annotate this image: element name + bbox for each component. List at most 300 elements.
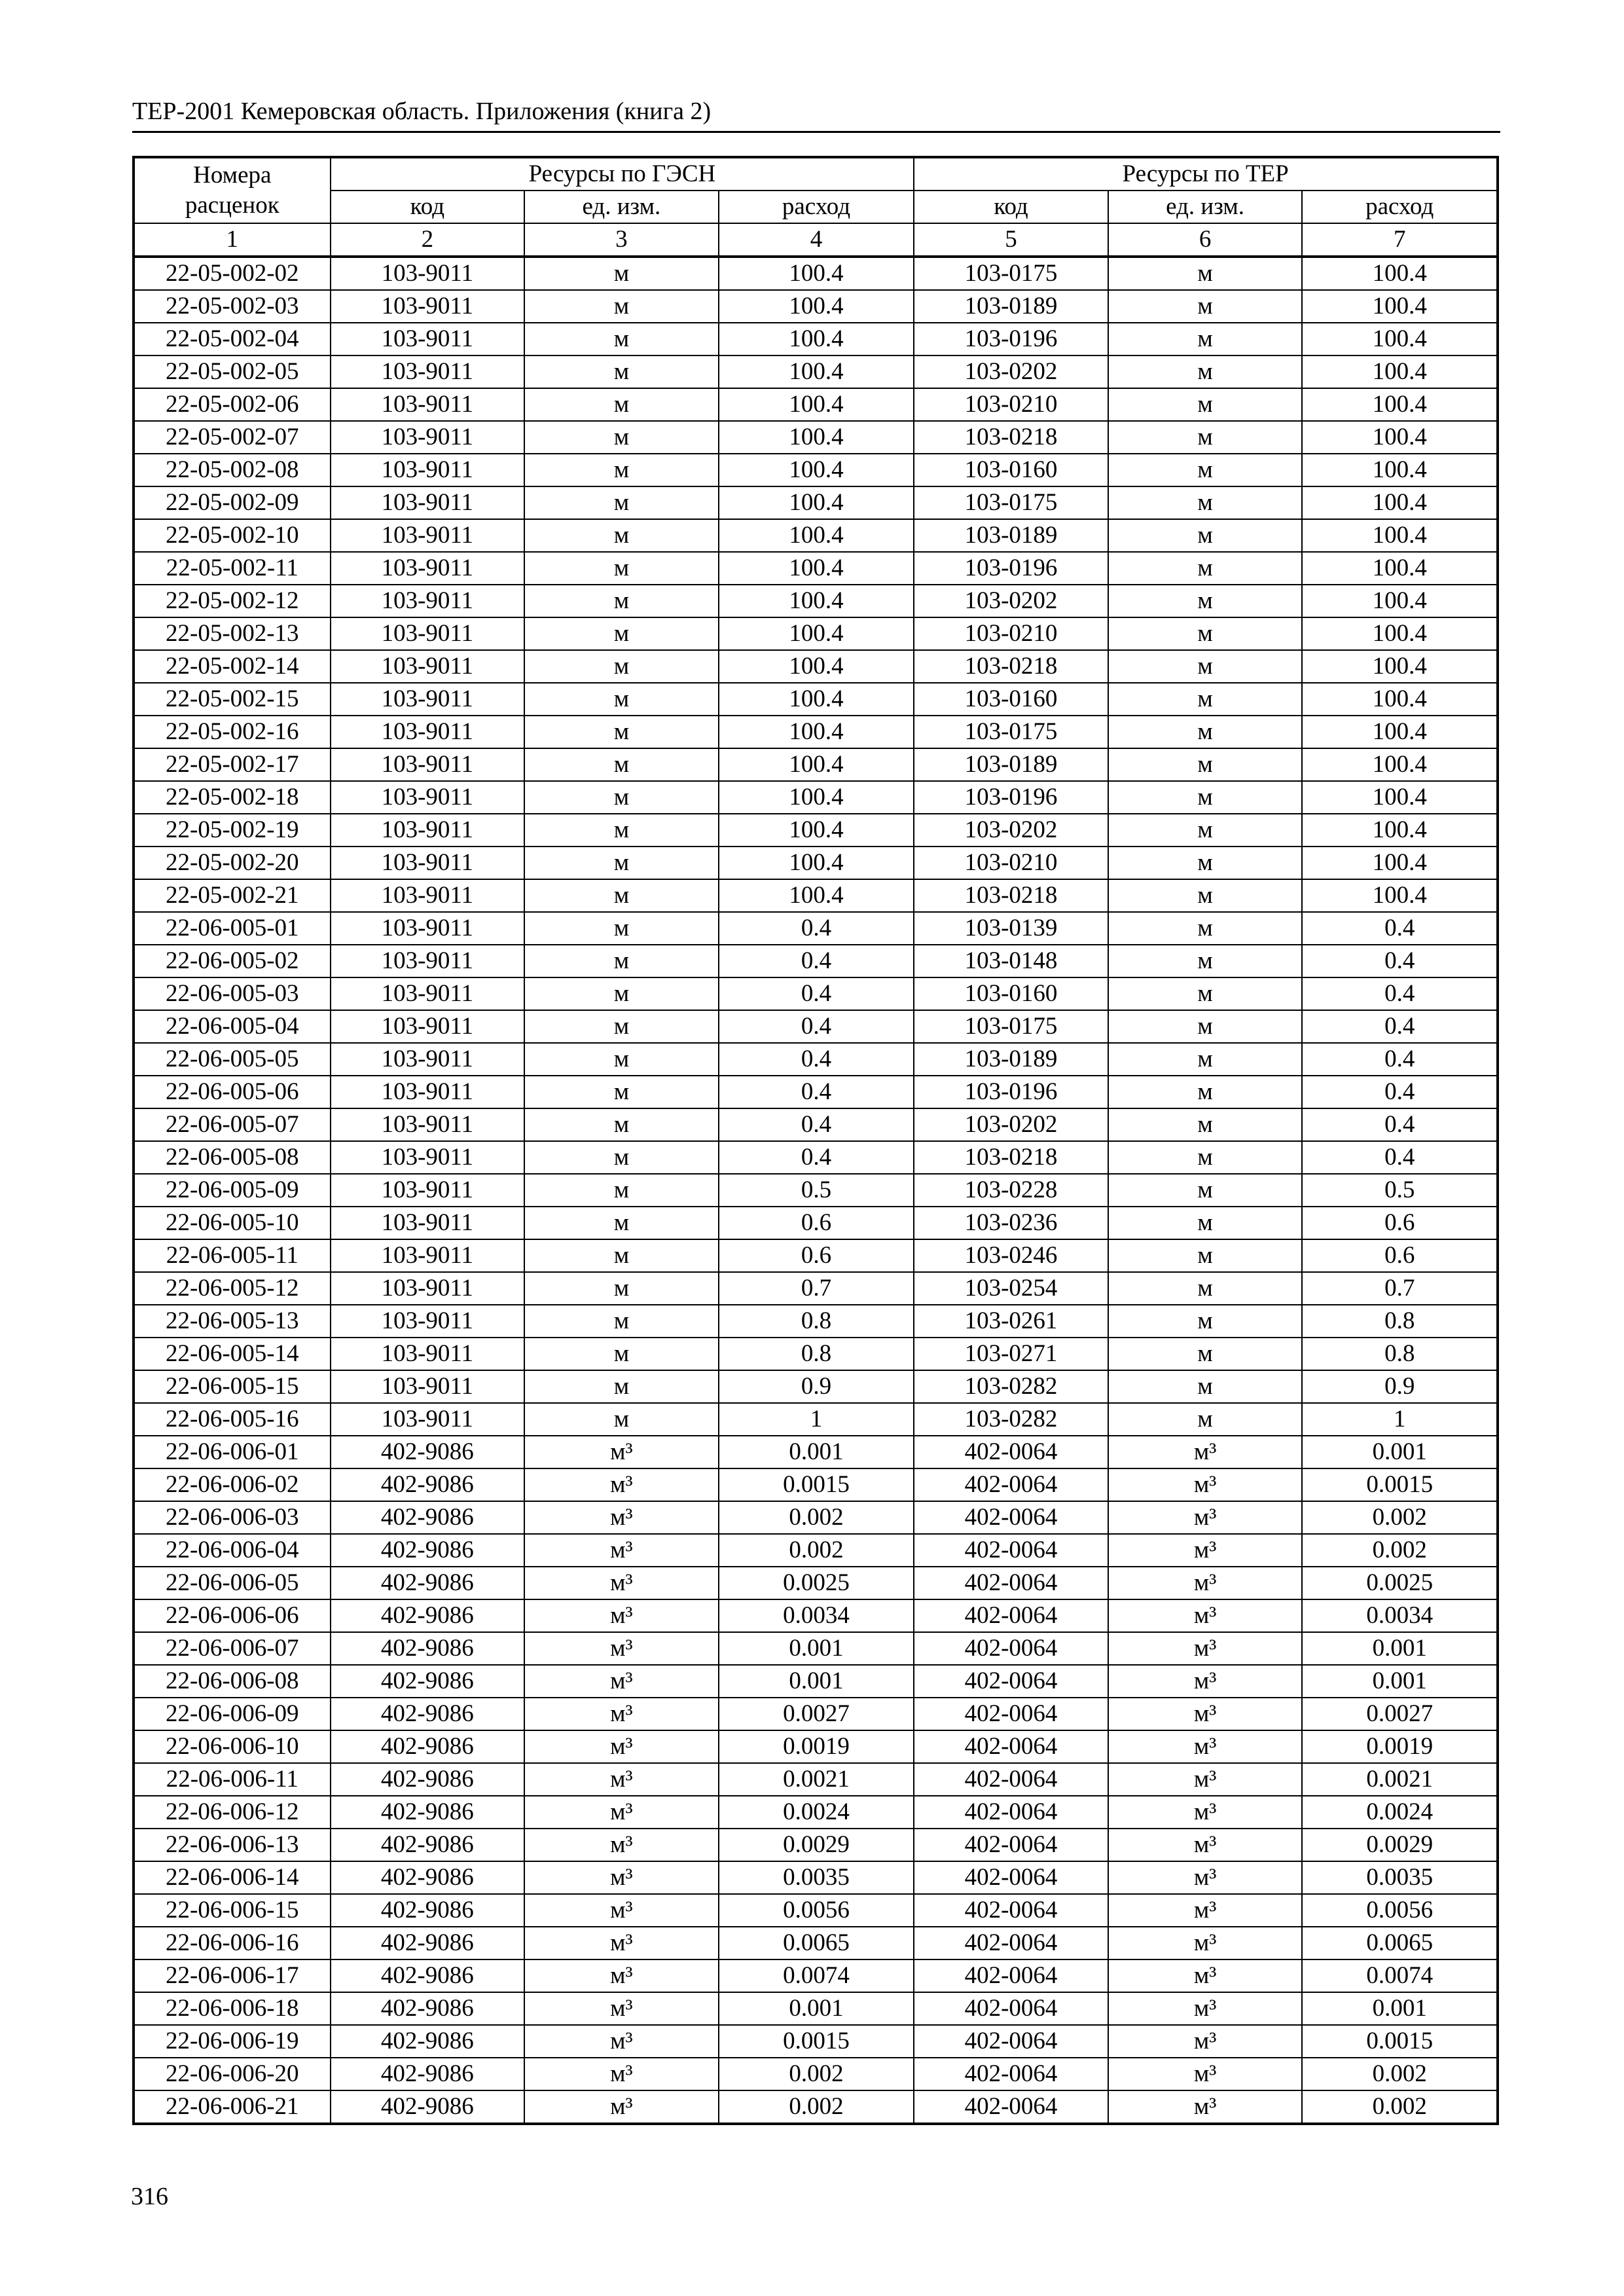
rate-numbers-header-line2: расценок [185, 192, 280, 219]
table-row [134, 1534, 1498, 1567]
gesn-consumption-cell: 100.4 [719, 847, 914, 879]
table-row [134, 879, 1498, 912]
ter-code-cell: 402-0064 [914, 1992, 1108, 2025]
ter-consumption-cell: 100.4 [1302, 486, 1498, 519]
gesn-unit-cell: м³ [524, 1599, 719, 1632]
ter-code-cell: 103-0160 [914, 454, 1108, 486]
gesn-consumption-cell: 100.4 [719, 290, 914, 323]
gesn-unit-cell: м³ [524, 1894, 719, 1927]
gesn-consumption-cell: 0.4 [719, 1010, 914, 1043]
table-row [134, 1436, 1498, 1468]
ter-code-cell: 103-0282 [914, 1403, 1108, 1436]
gesn-unit-cell: м [524, 290, 719, 323]
gesn-code-cell: 402-9086 [331, 1959, 525, 1992]
gesn-code-cell: 103-9011 [331, 1174, 525, 1207]
ter-code-cell: 103-0210 [914, 847, 1108, 879]
gesn-code-cell: 402-9086 [331, 1861, 525, 1894]
table-row [134, 1599, 1498, 1632]
rate-number-cell: 22-06-005-13 [134, 1305, 331, 1338]
ter-unit-cell: м [1108, 290, 1303, 323]
gesn-unit-cell: м [524, 454, 719, 486]
gesn-consumption-cell: 0.0021 [719, 1763, 914, 1796]
table-row [134, 1796, 1498, 1829]
table-row [134, 1567, 1498, 1599]
gesn-consumption-cell: 0.0015 [719, 2025, 914, 2058]
gesn-consumption-cell: 0.002 [719, 1534, 914, 1567]
table-row [134, 1468, 1498, 1501]
gesn-consumption-cell: 1 [719, 1403, 914, 1436]
rate-number-cell: 22-05-002-21 [134, 879, 331, 912]
rate-number-cell: 22-06-005-04 [134, 1010, 331, 1043]
gesn-unit-cell: м [524, 1141, 719, 1174]
rate-number-cell: 22-06-005-14 [134, 1338, 331, 1370]
ter-code-cell: 103-0175 [914, 1010, 1108, 1043]
gesn-consumption-cell: 0.4 [719, 945, 914, 977]
ter-unit-cell: м [1108, 552, 1303, 585]
table-row [134, 1632, 1498, 1665]
ter-unit-cell: м [1108, 847, 1303, 879]
table-row [134, 2025, 1498, 2058]
gesn-code-cell: 103-9011 [331, 552, 525, 585]
gesn-unit-cell: м³ [524, 1534, 719, 1567]
gesn-code-cell: 103-9011 [331, 716, 525, 748]
gesn-code-cell: 402-9086 [331, 1829, 525, 1861]
gesn-unit-cell: м³ [524, 1861, 719, 1894]
rate-number-cell: 22-05-002-07 [134, 421, 331, 454]
table-row [134, 1272, 1498, 1305]
table-row [134, 1959, 1498, 1992]
table-row [134, 1501, 1498, 1534]
ter-code-cell: 103-0196 [914, 1076, 1108, 1108]
ter-consumption-cell: 100.4 [1302, 355, 1498, 388]
table-row [134, 1141, 1498, 1174]
table-row [134, 1174, 1498, 1207]
ter-code-cell: 103-0218 [914, 1141, 1108, 1174]
gesn-unit-cell: м [524, 814, 719, 847]
ter-code-cell: 402-0064 [914, 1894, 1108, 1927]
rate-number-cell: 22-05-002-03 [134, 290, 331, 323]
header-rule [132, 131, 1500, 133]
rate-number-cell: 22-06-006-15 [134, 1894, 331, 1927]
gesn-code-cell: 402-9086 [331, 1698, 525, 1730]
gesn-code-cell: 103-9011 [331, 355, 525, 388]
gesn-consumption-cell: 100.4 [719, 683, 914, 716]
rate-number-cell: 22-06-006-09 [134, 1698, 331, 1730]
table-row [134, 585, 1498, 617]
ter-consumption-cell: 100.4 [1302, 519, 1498, 552]
table-row [134, 912, 1498, 945]
ter-code-cell: 402-0064 [914, 2090, 1108, 2124]
gesn-consumption-cell: 100.4 [719, 552, 914, 585]
rate-number-cell: 22-05-002-16 [134, 716, 331, 748]
gesn-unit-cell: м [524, 1370, 719, 1403]
ter-unit-cell: м [1108, 683, 1303, 716]
gesn-group-header: Ресурсы по ГЭСН [331, 157, 914, 191]
gesn-consumption-cell: 100.4 [719, 716, 914, 748]
gesn-code-cell: 402-9086 [331, 1763, 525, 1796]
table-row [134, 1698, 1498, 1730]
table-row [134, 1992, 1498, 2025]
ter-consumption-cell: 0.4 [1302, 1043, 1498, 1076]
table-row [134, 945, 1498, 977]
gesn-code-cell: 402-9086 [331, 1665, 525, 1698]
ter-code-cell: 103-0202 [914, 585, 1108, 617]
table-row [134, 1305, 1498, 1338]
gesn-consumption-cell: 100.4 [719, 814, 914, 847]
ter-consumption-cell: 0.8 [1302, 1338, 1498, 1370]
gesn-unit-cell: м [524, 748, 719, 781]
ter-unit-cell: м [1108, 748, 1303, 781]
gesn-consumption-cell: 0.002 [719, 2058, 914, 2090]
ter-consumption-cell: 0.002 [1302, 2058, 1498, 2090]
ter-code-cell: 402-0064 [914, 1632, 1108, 1665]
ter-code-cell: 103-0175 [914, 257, 1108, 290]
rate-number-cell: 22-06-006-14 [134, 1861, 331, 1894]
gesn-code-cell: 103-9011 [331, 814, 525, 847]
ter-unit-cell: м [1108, 421, 1303, 454]
ter-consumption-cell: 0.0065 [1302, 1927, 1498, 1959]
rate-number-cell: 22-05-002-20 [134, 847, 331, 879]
gesn-unit-cell: м [524, 716, 719, 748]
gesn-unit-cell: м³ [524, 1501, 719, 1534]
ter-code-cell: 103-0246 [914, 1239, 1108, 1272]
gesn-consumption-cell: 0.4 [719, 977, 914, 1010]
gesn-unit-cell: м [524, 945, 719, 977]
table-row [134, 1763, 1498, 1796]
ter-consumption-cell: 100.4 [1302, 552, 1498, 585]
gesn-code-cell: 402-9086 [331, 1567, 525, 1599]
ter-unit-cell: м [1108, 1010, 1303, 1043]
rate-number-cell: 22-06-006-13 [134, 1829, 331, 1861]
gesn-unit-cell: м [524, 847, 719, 879]
gesn-code-cell: 103-9011 [331, 879, 525, 912]
ter-code-cell: 103-0202 [914, 1108, 1108, 1141]
ter-unit-cell: м [1108, 650, 1303, 683]
ter-consumption-cell: 100.4 [1302, 716, 1498, 748]
ter-consumption-cell: 100.4 [1302, 585, 1498, 617]
gesn-consumption-cell: 0.0035 [719, 1861, 914, 1894]
ter-unit-cell: м³ [1108, 1927, 1303, 1959]
rate-number-cell: 22-06-005-07 [134, 1108, 331, 1141]
column-number: 1 [134, 223, 331, 257]
gesn-unit-cell: м [524, 1108, 719, 1141]
table-row [134, 617, 1498, 650]
ter-code-cell: 103-0196 [914, 323, 1108, 355]
ter-code-cell: 103-0202 [914, 355, 1108, 388]
ter-unit-cell: м³ [1108, 1992, 1303, 2025]
ter-consumption-cell: 0.002 [1302, 1501, 1498, 1534]
gesn-code-cell: 103-9011 [331, 683, 525, 716]
ter-code-cell: 103-0218 [914, 650, 1108, 683]
table-row [134, 1010, 1498, 1043]
rate-numbers-header [134, 157, 331, 223]
rate-numbers-header-line1: Номера [193, 162, 272, 189]
ter-unit-cell: м [1108, 519, 1303, 552]
gesn-code-cell: 103-9011 [331, 421, 525, 454]
ter-code-cell: 103-0282 [914, 1370, 1108, 1403]
ter-code-cell: 402-0064 [914, 1567, 1108, 1599]
rate-number-cell: 22-05-002-17 [134, 748, 331, 781]
gesn-unit-cell: м³ [524, 2090, 719, 2124]
table-row [134, 1861, 1498, 1894]
ter-code-cell: 103-0175 [914, 486, 1108, 519]
rate-number-cell: 22-05-002-08 [134, 454, 331, 486]
gesn-consumption-cell: 100.4 [719, 421, 914, 454]
rate-number-cell: 22-05-002-11 [134, 552, 331, 585]
ter-unit-cell: м³ [1108, 1861, 1303, 1894]
rate-number-cell: 22-06-005-03 [134, 977, 331, 1010]
gesn-consumption-cell: 0.6 [719, 1207, 914, 1239]
gesn-code-cell: 402-9086 [331, 2058, 525, 2090]
table-row [134, 421, 1498, 454]
gesn-code-cell: 402-9086 [331, 1632, 525, 1665]
column-number: 6 [1108, 223, 1303, 257]
gesn-consumption-cell: 100.4 [719, 388, 914, 421]
ter-code-cell: 402-0064 [914, 1698, 1108, 1730]
gesn-code-cell: 103-9011 [331, 1305, 525, 1338]
table-row [134, 323, 1498, 355]
ter-code-cell: 103-0236 [914, 1207, 1108, 1239]
gesn-unit-cell: м [524, 781, 719, 814]
ter-unit-cell: м³ [1108, 1468, 1303, 1501]
ter-code-cell: 103-0196 [914, 781, 1108, 814]
ter-consumption-cell: 0.4 [1302, 1141, 1498, 1174]
ter-unit-cell: м [1108, 1338, 1303, 1370]
rate-number-cell: 22-06-006-08 [134, 1665, 331, 1698]
table-row [134, 290, 1498, 323]
gesn-consumption-cell: 0.002 [719, 1501, 914, 1534]
header-row-groups [134, 157, 1498, 191]
header-row-columns [134, 191, 1498, 223]
gesn-consumption-cell: 100.4 [719, 781, 914, 814]
rate-number-cell: 22-05-002-18 [134, 781, 331, 814]
rate-number-cell: 22-06-006-19 [134, 2025, 331, 2058]
gesn-code-cell: 103-9011 [331, 1239, 525, 1272]
ter-unit-cell: м [1108, 879, 1303, 912]
gesn-unit-cell: м [524, 650, 719, 683]
gesn-unit-cell: м [524, 1305, 719, 1338]
ter-unit-cell: м [1108, 1141, 1303, 1174]
ter-consumption-cell: 100.4 [1302, 421, 1498, 454]
ter-consumption-cell: 0.0027 [1302, 1698, 1498, 1730]
rate-number-cell: 22-06-006-18 [134, 1992, 331, 2025]
ter-unit-cell: м [1108, 617, 1303, 650]
gesn-unit-cell: м [524, 617, 719, 650]
rate-number-cell: 22-05-002-10 [134, 519, 331, 552]
ter-code-cell: 103-0254 [914, 1272, 1108, 1305]
gesn-unit-cell: м³ [524, 1730, 719, 1763]
ter-group-header: Ресурсы по ТЕР [914, 157, 1498, 191]
ter-consumption-cell: 0.0015 [1302, 2025, 1498, 2058]
ter-unit-cell: м³ [1108, 1829, 1303, 1861]
gesn-consumption-cell: 0.002 [719, 2090, 914, 2124]
gesn-consumption-cell: 0.8 [719, 1338, 914, 1370]
gesn-unit-cell: м³ [524, 1665, 719, 1698]
ter-unit-cell: м³ [1108, 2058, 1303, 2090]
table-row [134, 1894, 1498, 1927]
gesn-code-cell: 103-9011 [331, 847, 525, 879]
gesn-consumption-cell: 0.9 [719, 1370, 914, 1403]
gesn-unit-cell: м³ [524, 2025, 719, 2058]
gesn-code-cell: 402-9086 [331, 1796, 525, 1829]
gesn-consumption-cell: 100.4 [719, 748, 914, 781]
gesn-code-cell: 103-9011 [331, 1108, 525, 1141]
ter-unit-cell: м [1108, 1108, 1303, 1141]
gesn-consumption-cell: 0.0029 [719, 1829, 914, 1861]
gesn-code-cell: 103-9011 [331, 1272, 525, 1305]
gesn-unit-header: ед. изм. [524, 191, 719, 223]
ter-code-cell: 103-0210 [914, 617, 1108, 650]
ter-consumption-cell: 0.002 [1302, 2090, 1498, 2124]
gesn-code-cell: 103-9011 [331, 454, 525, 486]
gesn-consumption-cell: 100.4 [719, 585, 914, 617]
table-row [134, 1927, 1498, 1959]
ter-unit-header: ед. изм. [1108, 191, 1303, 223]
gesn-unit-cell: м [524, 1207, 719, 1239]
ter-code-cell: 402-0064 [914, 1501, 1108, 1534]
ter-unit-cell: м [1108, 1239, 1303, 1272]
table-row [134, 1665, 1498, 1698]
ter-code-cell: 103-0189 [914, 290, 1108, 323]
gesn-consumption-cell: 0.8 [719, 1305, 914, 1338]
gesn-code-cell: 402-9086 [331, 1992, 525, 2025]
ter-code-cell: 103-0210 [914, 388, 1108, 421]
table-row [134, 748, 1498, 781]
ter-code-cell: 103-0139 [914, 912, 1108, 945]
page-number: 316 [131, 2183, 168, 2210]
column-number: 3 [524, 223, 719, 257]
ter-consumption-cell: 100.4 [1302, 814, 1498, 847]
gesn-code-cell: 402-9086 [331, 2025, 525, 2058]
ter-unit-cell: м [1108, 945, 1303, 977]
gesn-unit-cell: м [524, 421, 719, 454]
table-row [134, 1076, 1498, 1108]
gesn-consumption-cell: 0.0074 [719, 1959, 914, 1992]
rate-number-cell: 22-06-006-01 [134, 1436, 331, 1468]
gesn-unit-cell: м [524, 552, 719, 585]
ter-unit-cell: м³ [1108, 1632, 1303, 1665]
ter-unit-cell: м³ [1108, 1436, 1303, 1468]
ter-consumption-cell: 1 [1302, 1403, 1498, 1436]
ter-consumption-cell: 100.4 [1302, 650, 1498, 683]
rate-number-cell: 22-06-005-06 [134, 1076, 331, 1108]
rate-number-cell: 22-05-002-04 [134, 323, 331, 355]
ter-consumption-cell: 0.0029 [1302, 1829, 1498, 1861]
ter-consumption-cell: 0.4 [1302, 912, 1498, 945]
table-row [134, 1207, 1498, 1239]
ter-code-cell: 103-0196 [914, 552, 1108, 585]
table-row [134, 814, 1498, 847]
ter-consumption-cell: 100.4 [1302, 617, 1498, 650]
gesn-consumption-cell: 100.4 [719, 323, 914, 355]
ter-code-cell: 103-0160 [914, 683, 1108, 716]
rate-number-cell: 22-06-005-16 [134, 1403, 331, 1436]
gesn-code-cell: 103-9011 [331, 257, 525, 290]
gesn-code-cell: 103-9011 [331, 1010, 525, 1043]
gesn-code-cell: 103-9011 [331, 945, 525, 977]
table-row [134, 781, 1498, 814]
gesn-unit-cell: м [524, 1010, 719, 1043]
ter-unit-cell: м [1108, 1370, 1303, 1403]
gesn-unit-cell: м [524, 519, 719, 552]
gesn-unit-cell: м [524, 977, 719, 1010]
table-row [134, 519, 1498, 552]
ter-code-cell: 402-0064 [914, 1730, 1108, 1763]
ter-consumption-cell: 0.6 [1302, 1207, 1498, 1239]
table-row [134, 683, 1498, 716]
gesn-consumption-cell: 0.001 [719, 1992, 914, 2025]
table-row [134, 355, 1498, 388]
ter-code-cell: 402-0064 [914, 1468, 1108, 1501]
gesn-consumption-cell: 0.0056 [719, 1894, 914, 1927]
ter-consumption-cell: 0.4 [1302, 1010, 1498, 1043]
ter-unit-cell: м [1108, 814, 1303, 847]
ter-code-cell: 402-0064 [914, 1599, 1108, 1632]
rate-number-cell: 22-06-005-05 [134, 1043, 331, 1076]
gesn-unit-cell: м [524, 1338, 719, 1370]
ter-unit-cell: м³ [1108, 2025, 1303, 2058]
gesn-code-cell: 103-9011 [331, 486, 525, 519]
gesn-unit-cell: м [524, 1403, 719, 1436]
ter-unit-cell: м³ [1108, 1599, 1303, 1632]
gesn-code-cell: 103-9011 [331, 650, 525, 683]
table-row [134, 1239, 1498, 1272]
gesn-unit-cell: м [524, 879, 719, 912]
ter-consumption-cell: 0.0015 [1302, 1468, 1498, 1501]
ter-consumption-cell: 100.4 [1302, 290, 1498, 323]
ter-code-cell: 402-0064 [914, 1436, 1108, 1468]
table-row [134, 454, 1498, 486]
table-row [134, 1403, 1498, 1436]
table-row [134, 716, 1498, 748]
rate-number-cell: 22-06-006-04 [134, 1534, 331, 1567]
table-row [134, 2058, 1498, 2090]
gesn-unit-cell: м [524, 388, 719, 421]
rate-number-cell: 22-05-002-14 [134, 650, 331, 683]
table-header [134, 157, 1498, 257]
ter-consumption-cell: 100.4 [1302, 323, 1498, 355]
ter-code-cell: 402-0064 [914, 1861, 1108, 1894]
gesn-code-cell: 103-9011 [331, 977, 525, 1010]
ter-consumption-cell: 0.002 [1302, 1534, 1498, 1567]
gesn-unit-cell: м³ [524, 2058, 719, 2090]
ter-code-cell: 402-0064 [914, 1829, 1108, 1861]
gesn-code-cell: 103-9011 [331, 1370, 525, 1403]
ter-unit-cell: м [1108, 1207, 1303, 1239]
gesn-consumption-cell: 0.5 [719, 1174, 914, 1207]
ter-code-cell: 103-0148 [914, 945, 1108, 977]
table-row [134, 552, 1498, 585]
ter-consumption-cell: 100.4 [1302, 748, 1498, 781]
ter-consumption-cell: 0.4 [1302, 945, 1498, 977]
rate-number-cell: 22-06-005-12 [134, 1272, 331, 1305]
gesn-code-cell: 103-9011 [331, 1076, 525, 1108]
ter-consumption-cell: 100.4 [1302, 781, 1498, 814]
ter-unit-cell: м³ [1108, 1534, 1303, 1567]
ter-consumption-cell: 0.0025 [1302, 1567, 1498, 1599]
gesn-unit-cell: м [524, 355, 719, 388]
rate-number-cell: 22-06-005-09 [134, 1174, 331, 1207]
gesn-consumption-cell: 0.0024 [719, 1796, 914, 1829]
ter-unit-cell: м [1108, 1305, 1303, 1338]
table-row [134, 1108, 1498, 1141]
ter-code-cell: 402-0064 [914, 2025, 1108, 2058]
ter-unit-cell: м³ [1108, 1796, 1303, 1829]
ter-unit-cell: м [1108, 388, 1303, 421]
gesn-code-cell: 103-9011 [331, 519, 525, 552]
gesn-unit-cell: м [524, 486, 719, 519]
ter-unit-cell: м [1108, 1403, 1303, 1436]
